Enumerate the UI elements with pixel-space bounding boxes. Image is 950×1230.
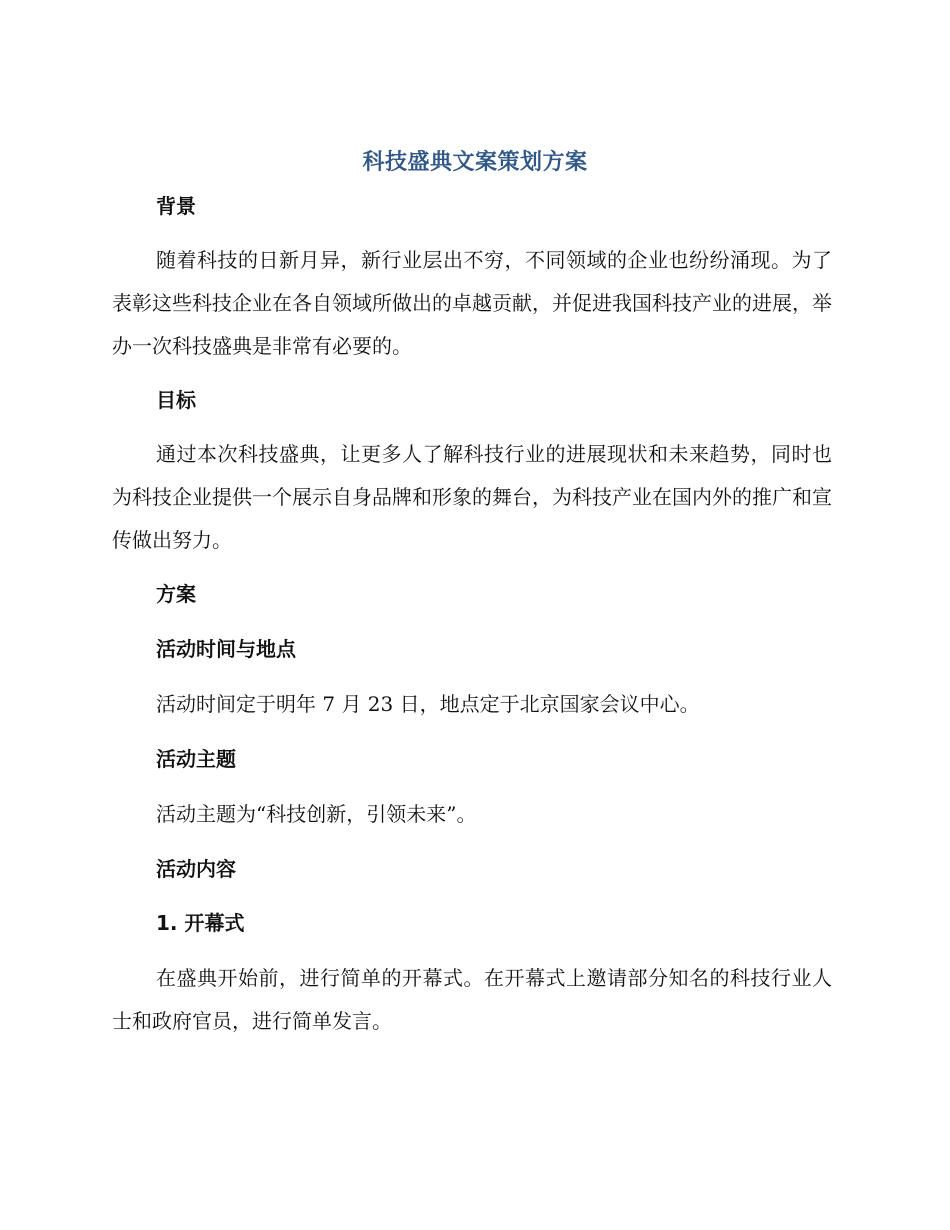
section-heading-time-location: 活动时间与地点: [156, 637, 296, 661]
section-heading-plan: 方案: [156, 582, 196, 606]
paragraph-background: 随着科技的日新月异，新行业层出不穷，不同领域的企业也纷纷涌现。为了表彰这些科技企业在各自领域所做出的卓越贡献，并促进我国科技产业的进展，举办一次科技盛典是非常有必要的。: [112, 248, 832, 358]
paragraph-theme: 活动主题为“科技创新，引领未来”。: [156, 802, 477, 826]
section-heading-theme: 活动主题: [156, 747, 236, 771]
section-heading-goal: 目标: [156, 388, 196, 412]
document-title: 科技盛典文案策划方案: [362, 150, 588, 175]
paragraph-opening: 在盛典开始前，进行简单的开幕式。在开幕式上邀请部分知名的科技行业人士和政府官员，进行简单发言。: [112, 966, 832, 1033]
section-heading-background: 背景: [156, 194, 196, 218]
section-heading-opening: 1. 开幕式: [156, 911, 245, 935]
paragraph-goal: 通过本次科技盛典，让更多人了解科技行业的进展现状和未来趋势，同时也为科技企业提供一个展示自身品牌和形象的舞台，为科技产业在国内外的推广和宣传做出努力。: [112, 442, 832, 552]
paragraph-time-location: 活动时间定于明年 7 月 23 日，地点定于北京国家会议中心。: [156, 692, 700, 716]
section-heading-content: 活动内容: [156, 857, 236, 881]
